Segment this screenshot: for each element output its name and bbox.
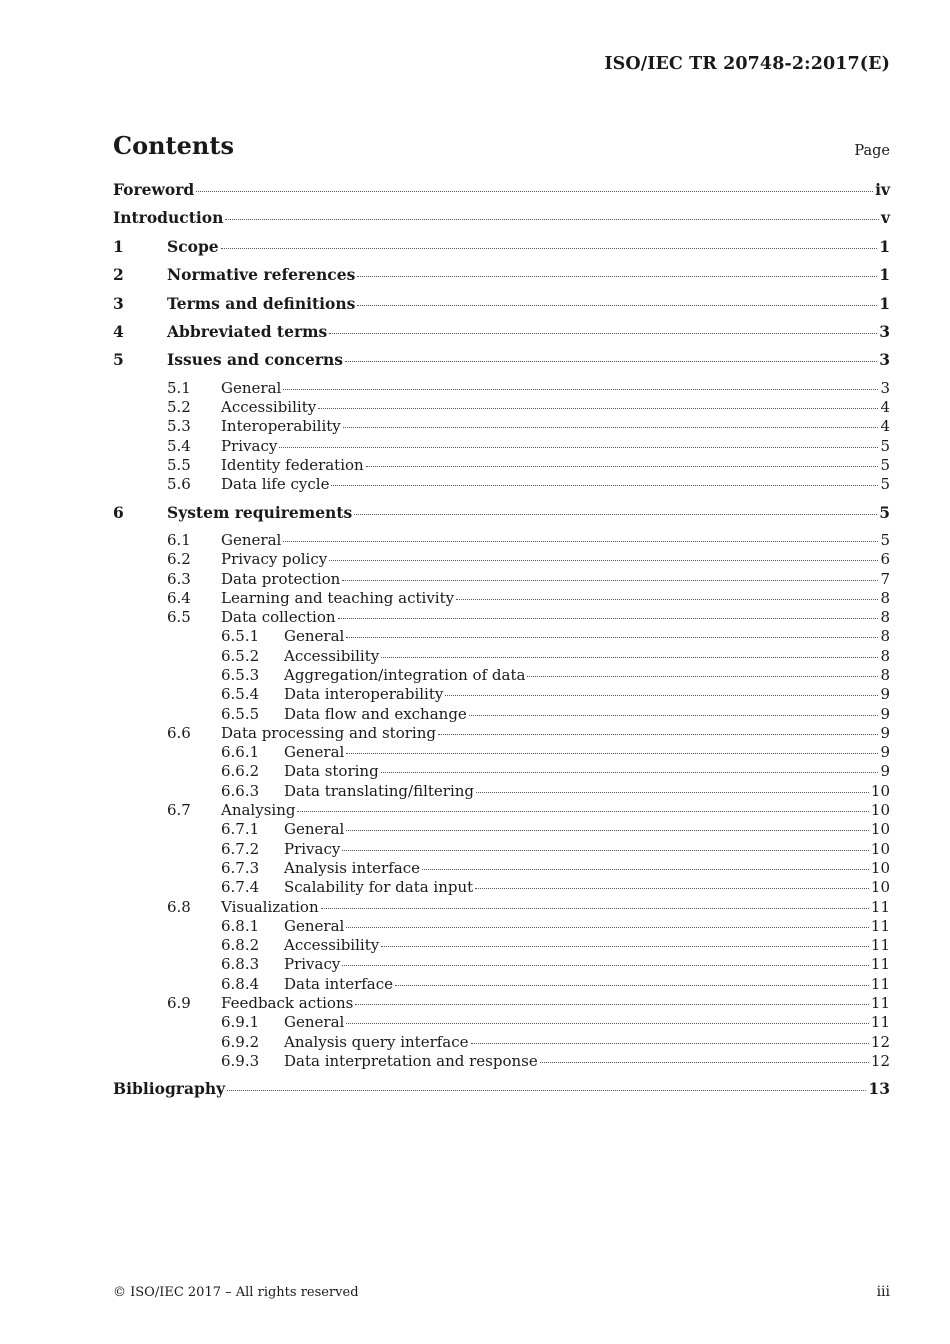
dot-leader [355,1004,869,1005]
dot-leader [297,811,868,812]
toc-entry-title: Scope [167,236,219,256]
dot-leader [540,1062,869,1063]
toc-entry-page: 11 [870,1013,890,1032]
dot-leader [476,792,869,793]
toc-entry[interactable] [113,782,890,801]
toc-entry-page: 13 [868,1079,890,1099]
toc-entry-number: 6.8.3 [221,955,260,974]
toc-entry-title: Data interpretation and response [284,1051,538,1070]
toc-entry-page: 8 [880,665,890,684]
toc-entry-number: 6.5.3 [221,665,260,684]
toc-entry-number: 2 [113,265,124,285]
toc-entry-page: 4 [880,398,890,417]
dot-leader [318,408,878,409]
toc-entry-number: 6.5.5 [221,704,260,723]
toc-entry[interactable] [113,570,890,589]
toc-entry[interactable] [113,322,890,350]
toc-entry-page: 9 [880,723,890,742]
toc-entry-title: Analysis interface [284,858,420,877]
dot-leader [357,276,877,277]
toc-entry[interactable] [113,350,890,378]
toc-entry-page: 12 [870,1051,890,1070]
toc-entry-number: 6.7.3 [221,858,260,877]
toc-entry-page: 12 [870,1032,890,1051]
toc-entry-title: Foreword [113,180,195,199]
toc-entry[interactable] [113,994,890,1013]
toc-entry-title: Data life cycle [221,475,330,494]
toc-entry-number: 6.6 [167,723,191,742]
toc-entry-title: Data interoperability [284,685,444,704]
toc-entry-page: 5 [880,530,890,549]
table-of-contents [113,180,890,1108]
dot-leader [445,695,878,696]
toc-entry-page: 1 [879,293,890,313]
toc-entry[interactable] [113,936,890,955]
dot-leader [221,248,878,249]
toc-entry-page: 6 [880,550,890,569]
dot-leader [338,618,879,619]
dot-leader [354,514,877,515]
toc-entry-number: 6.8 [167,897,191,916]
toc-entry-page: 9 [880,704,890,723]
toc-entry-number: 6.8.4 [221,974,260,993]
toc-entry-page: 10 [870,839,890,858]
toc-entry-number: 6.6.2 [221,762,260,781]
dot-leader [283,389,878,390]
toc-entry-page: iv [875,180,890,199]
toc-entry-number: 6.5.2 [221,646,260,665]
dot-leader [366,466,879,467]
toc-entry-page: 11 [870,974,890,993]
toc-entry[interactable] [113,531,890,550]
toc-entry-page: 11 [870,897,890,916]
toc-entry-title: Issues and concerns [167,350,344,370]
toc-entry-number: 5.3 [167,417,191,436]
toc-entry-title: Data translating/filtering [284,781,475,800]
toc-entry-title: Privacy policy [221,550,328,569]
toc-entry-number: 1 [113,236,124,256]
toc-entry-title: Abbreviated terms [167,321,328,341]
toc-entry-title: Terms and definitions [167,293,356,313]
toc-entry-number: 6 [113,502,124,522]
toc-entry-title: General [284,820,345,839]
toc-entry-number: 5.6 [167,475,191,494]
toc-entry-number: 5.4 [167,436,191,455]
toc-entry-page: 11 [870,955,890,974]
toc-entry[interactable] [113,859,890,878]
toc-entry-title: Scalability for data input [284,878,474,897]
toc-entry-title: Aggregation/integration of data [284,665,526,684]
toc-entry-title: Bibliography [113,1079,226,1099]
toc-entry[interactable] [113,398,890,417]
toc-entry[interactable] [113,743,890,762]
toc-entry[interactable] [113,503,890,531]
dot-leader [331,485,878,486]
dot-leader [279,447,878,448]
toc-entry-number: 6.3 [167,569,191,588]
toc-entry-title: General [284,627,345,646]
dot-leader [329,333,877,334]
toc-entry-title: Normative references [167,265,356,285]
toc-entry-page: 11 [870,916,890,935]
toc-entry-page: 11 [870,936,890,955]
toc-entry-page: 7 [880,569,890,588]
toc-entry[interactable] [113,379,890,398]
toc-entry-title: Accessibility [221,398,317,417]
toc-entry[interactable] [113,550,890,569]
toc-entry-number: 6.9.3 [221,1051,260,1070]
toc-entry-page: 3 [879,350,890,370]
toc-entry-title: System requirements [167,502,353,522]
toc-entry-page: 8 [880,646,890,665]
toc-entry-title: Privacy [221,436,278,455]
toc-entry-title: Data protection [221,569,341,588]
toc-entry-page: 3 [880,378,890,397]
toc-entry-page: 8 [880,608,890,627]
dot-leader [381,946,869,947]
toc-entry-number: 6.9.2 [221,1032,260,1051]
toc-entry-title: General [221,378,282,397]
dot-leader [381,657,878,658]
dot-leader [329,560,878,561]
toc-entry-title: Feedback actions [221,994,354,1013]
toc-entry-number: 6.7 [167,801,191,820]
toc-entry-title: General [284,916,345,935]
toc-entry-number: 6.1 [167,530,191,549]
toc-entry-number: 4 [113,321,124,341]
toc-entry-number: 6.6.3 [221,781,260,800]
toc-entry-page: 1 [879,265,890,285]
toc-entry-page: 10 [870,878,890,897]
page-number: iii [876,1284,890,1300]
toc-entry[interactable] [113,820,890,839]
toc-entry-title: Analysing [221,801,296,820]
toc-entry-title: Analysis query interface [284,1032,469,1051]
toc-entry[interactable] [113,627,890,646]
toc-entry-title: Data collection [221,608,336,627]
toc-entry-page: 9 [880,685,890,704]
page-title: Contents [113,131,234,160]
toc-entry-number: 6.4 [167,588,191,607]
toc-entry[interactable] [113,801,890,820]
toc-entry[interactable] [113,475,890,494]
toc-entry[interactable] [113,589,890,608]
toc-entry-title: Learning and teaching activity [221,588,455,607]
toc-entry-page: 5 [880,436,890,455]
toc-entry[interactable] [113,724,890,743]
toc-entry[interactable] [113,208,890,236]
dot-leader [346,830,869,831]
toc-entry-page: 3 [879,321,890,341]
dot-leader [469,715,879,716]
dot-leader [225,219,879,220]
toc-entry-number: 6.8.1 [221,916,260,935]
dot-leader [438,734,878,735]
toc-entry-number: 5.2 [167,398,191,417]
toc-entry-number: 6.7.2 [221,839,260,858]
dot-leader [346,927,869,928]
dot-leader [346,753,878,754]
toc-entry-number: 5.1 [167,378,191,397]
toc-entry-title: Introduction [113,208,224,228]
dot-leader [283,541,878,542]
toc-entry[interactable] [113,608,890,627]
dot-leader [471,1043,869,1044]
toc-entry[interactable] [113,898,890,917]
copyright-notice: © ISO/IEC 2017 – All rights reserved [113,1285,359,1300]
toc-entry-number: 6.5.4 [221,685,260,704]
toc-entry[interactable] [113,840,890,859]
toc-entry-number: 3 [113,293,124,313]
toc-entry-page: 10 [870,781,890,800]
toc-entry-title: Data flow and exchange [284,704,467,723]
dot-leader [346,637,878,638]
dot-leader [196,191,873,192]
toc-entry-number: 6.6.1 [221,743,260,762]
toc-entry-number: 6.9 [167,994,191,1013]
dot-leader [475,888,869,889]
toc-entry-page: 10 [870,858,890,877]
toc-entry-page: 8 [880,627,890,646]
dot-leader [345,361,877,362]
dot-leader [422,869,869,870]
toc-entry-number: 6.5.1 [221,627,260,646]
toc-entry-page: 5 [880,475,890,494]
toc-entry-title: Data interface [284,974,394,993]
toc-entry[interactable] [113,666,890,685]
toc-entry[interactable] [113,917,890,936]
toc-entry-page: 1 [879,236,890,256]
toc-entry-page: 9 [880,762,890,781]
toc-entry[interactable] [113,265,890,293]
toc-entry-title: Privacy [284,955,341,974]
toc-entry-title: Interoperability [221,417,341,436]
dot-leader [342,965,869,966]
toc-entry[interactable] [113,685,890,704]
toc-entry-page: 10 [870,801,890,820]
toc-entry[interactable] [113,647,890,666]
dot-leader [456,599,878,600]
document-identifier: ISO/IEC TR 20748-2:2017(E) [604,54,890,74]
dot-leader [346,1023,869,1024]
toc-entry-number: 6.8.2 [221,936,260,955]
toc-entry[interactable] [113,705,890,724]
toc-entry-number: 6.9.1 [221,1013,260,1032]
toc-entry[interactable] [113,762,890,781]
toc-entry-number: 6.7.1 [221,820,260,839]
toc-entry-title: General [221,530,282,549]
toc-entry-page: 8 [880,588,890,607]
toc-entry[interactable] [113,437,890,456]
page-column-label: Page [854,143,890,159]
toc-entry-page: 5 [880,455,890,474]
toc-entry[interactable] [113,237,890,265]
toc-entry[interactable] [113,1052,890,1071]
dot-leader [227,1090,866,1091]
toc-entry[interactable] [113,1079,890,1107]
toc-entry-page: 11 [870,994,890,1013]
dot-leader [321,908,869,909]
toc-entry-page: 9 [880,743,890,762]
dot-leader [343,427,879,428]
toc-entry-title: General [284,743,345,762]
dot-leader [527,676,878,677]
toc-entry-number: 6.5 [167,608,191,627]
toc-entry[interactable] [113,456,890,475]
toc-entry[interactable] [113,1013,890,1032]
toc-entry-title: General [284,1013,345,1032]
toc-entry-title: Accessibility [284,936,380,955]
toc-entry-title: Accessibility [284,646,380,665]
toc-entry-page: 10 [870,820,890,839]
toc-entry[interactable] [113,294,890,322]
toc-entry-page: 4 [880,417,890,436]
toc-entry-number: 5 [113,350,124,370]
toc-entry-page: v [880,208,890,228]
toc-entry[interactable] [113,955,890,974]
toc-entry[interactable] [113,1033,890,1052]
toc-entry-title: Visualization [221,897,319,916]
toc-entry-title: Identity federation [221,455,364,474]
toc-entry-title: Privacy [284,839,341,858]
toc-entry-number: 6.2 [167,550,191,569]
toc-entry-title: Data processing and storing [221,723,436,742]
dot-leader [357,305,877,306]
toc-entry-number: 6.7.4 [221,878,260,897]
dot-leader [342,580,878,581]
dot-leader [342,850,869,851]
toc-entry-number: 5.5 [167,455,191,474]
toc-entry-page: 5 [879,502,890,522]
toc-entry[interactable] [113,975,890,994]
toc-entry[interactable] [113,878,890,897]
toc-entry-title: Data storing [284,762,379,781]
toc-entry[interactable] [113,417,890,436]
dot-leader [395,985,869,986]
toc-entry[interactable] [113,180,890,208]
dot-leader [381,772,879,773]
